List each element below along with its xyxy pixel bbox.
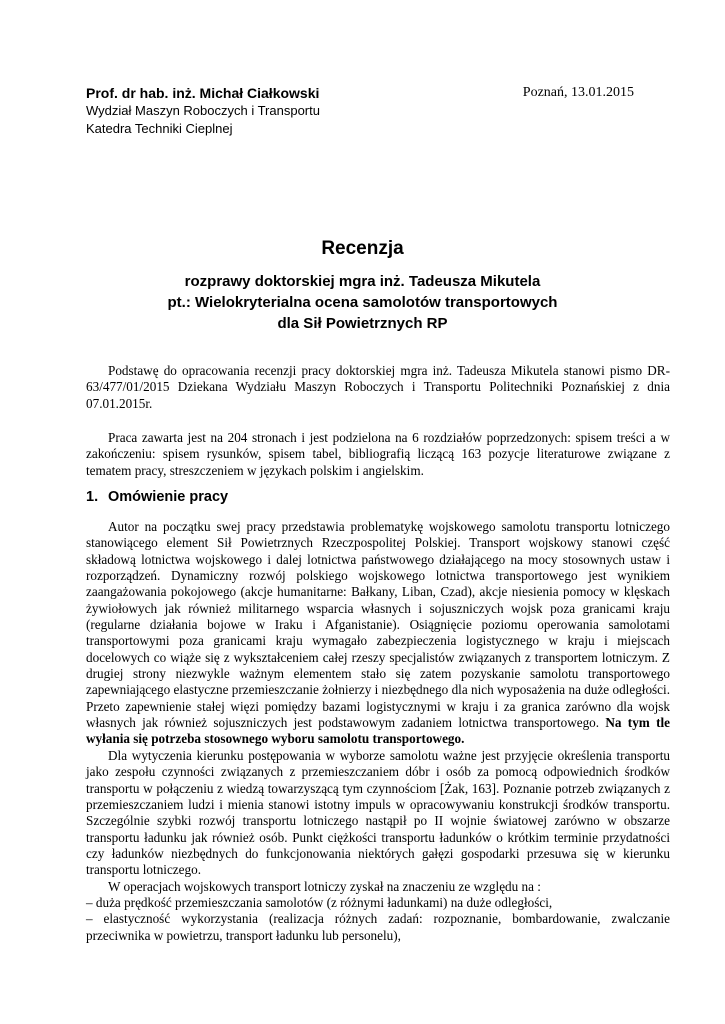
paragraph-text: Autor na początku swej pracy przedstawia problematykę wojskowego samolotu transportu lotniczego stanowiącego element Sił Powietrznych Rzeczpospolitej Polskiej. Transport wojskowy stanowi część składową lotnictwa wojskowego i dalej lotnictwa państwowego działającego na mocy stosownych ustaw i rozporządzeń. Dynamiczny rozwój polskiego wojskowego lotnictwa transportowego jest wynikiem zaangażowania pokojowego (akcje humanitarne: Bałkany, Liban, Czad), akcje niesienia pomocy w klęskach żywiołowych jak również militarnego wsparcia własnych i sojuszniczych wojsk poza granicami kraju (regularne działania bojowe w Iraku i Afganistanie). Osiągnięcie poziomu operowania samolotami transportowymi poza granicami kraju wymagało zabezpieczenia logistycznego w kraju i miejscach docelowych co wiąże się z wykształceniem całej rzeszy specjalistów związanych z transportem lotniczym. Z drugiej strony niezwykle ważnym elementem stało się zatem pozyskanie samolotu transportowego zapewniającego elastyczne przemieszczanie żołnierzy i niezbędnego dla nich wyposażenia na duże odległości. Przeto zapewnienie stałej więzi pomiędzy bazami logistycznymi w kraju i za granica zarówno dla wojsk własnych jak również sojuszniczych jest podstawowym zadaniem lotnictwa transportowego. bbox=[86, 519, 670, 731]
author-name: Prof. dr hab. inż. Michał Ciałkowski bbox=[86, 85, 320, 101]
paragraph-text: Praca zawarta jest na 204 stronach i jest podzielona na 6 rozdziałów poprzedzonych: spisem treści a w zakończeniu: spisem rysunków, spisem tabel, bibliografią liczącą 163 pozycje literaturowe związane z tematem pracy, streszczeniem w językach polskim i angielskim. bbox=[86, 430, 670, 478]
section-heading bbox=[86, 488, 228, 506]
list-item: – elastyczność wykorzystania (realizacja różnych zadań: rozpoznanie, bombardowanie, zwalczanie przeciwnika w powietrzu, transport ładunku lub personelu), bbox=[86, 911, 670, 943]
chair-name: Katedra Techniki Cieplnej bbox=[86, 121, 233, 136]
intro-paragraph-2 bbox=[86, 430, 670, 479]
letter-header bbox=[86, 84, 634, 138]
list-item: – duża prędkość przemieszczania samolotów (z różnymi ładunkami) na duże odległości, bbox=[86, 894, 553, 910]
section-title: Omówienie pracy bbox=[108, 489, 229, 505]
paragraph-emphasis: Na tym tle wyłania się potrzeba stosownego wyboru samolotu transportowego. bbox=[86, 715, 671, 747]
document-title: Recenzja bbox=[321, 238, 404, 259]
intro-paragraph-1 bbox=[86, 363, 670, 412]
document-subtitle bbox=[0, 271, 725, 334]
subtitle-line-2: pt.: Wielokryterialna ocena samolotów transportowych bbox=[167, 294, 558, 311]
section-number: 1. bbox=[86, 489, 99, 505]
subtitle-line-3: dla Sił Powietrznych RP bbox=[277, 315, 448, 332]
body-paragraph: Dla wytyczenia kierunku postępowania w wyborze samolotu ważne jest przyjęcie określenia transportu jako zespołu czynności związanych z przemieszczaniem dóbr i osób za pomocą odpowiednich środków transportu w połączeniu z wiedzą towarzyszącą tym czynnościom [Żak, 163]. Poznanie potrzeb związanych z przemieszczaniem ludzi i mienia stanowi istotny impuls w opracowywaniu konstrukcji środków transportu. Szczególnie szybki rozwój transportu lotniczego nastąpił po II wojnie światowej zarówno w obszarze transportu ładunku jak również osób. Punkt ciężkości transportu ładunków o krótkim terminie przydatności czy ładunków niezbędnych do funkcjonowania niektórych gałęzi gospodarki przesuwa się w kierunku transportu lotniczego. bbox=[86, 747, 670, 878]
department-name: Wydział Maszyn Roboczych i Transportu bbox=[86, 103, 320, 118]
body-paragraph: W operacjach wojskowych transport lotniczy zyskał na znaczeniu ze względu na : bbox=[108, 878, 541, 894]
subtitle-line-1: rozprawy doktorskiej mgra inż. Tadeusza Mikutela bbox=[184, 273, 541, 290]
place-date: Poznań, 13.01.2015 bbox=[522, 85, 634, 100]
body-paragraph bbox=[86, 519, 670, 748]
paragraph-text: Podstawę do opracowania recenzji pracy doktorskiej mgra inż. Tadeusza Mikutela stanowi pismo DR-63/477/01/2015 Dziekana Wydziału Maszyn Roboczych i Transportu Politechniki Poznańskiej z dnia 07.01.2015r. bbox=[86, 363, 670, 411]
section-body bbox=[86, 519, 670, 944]
